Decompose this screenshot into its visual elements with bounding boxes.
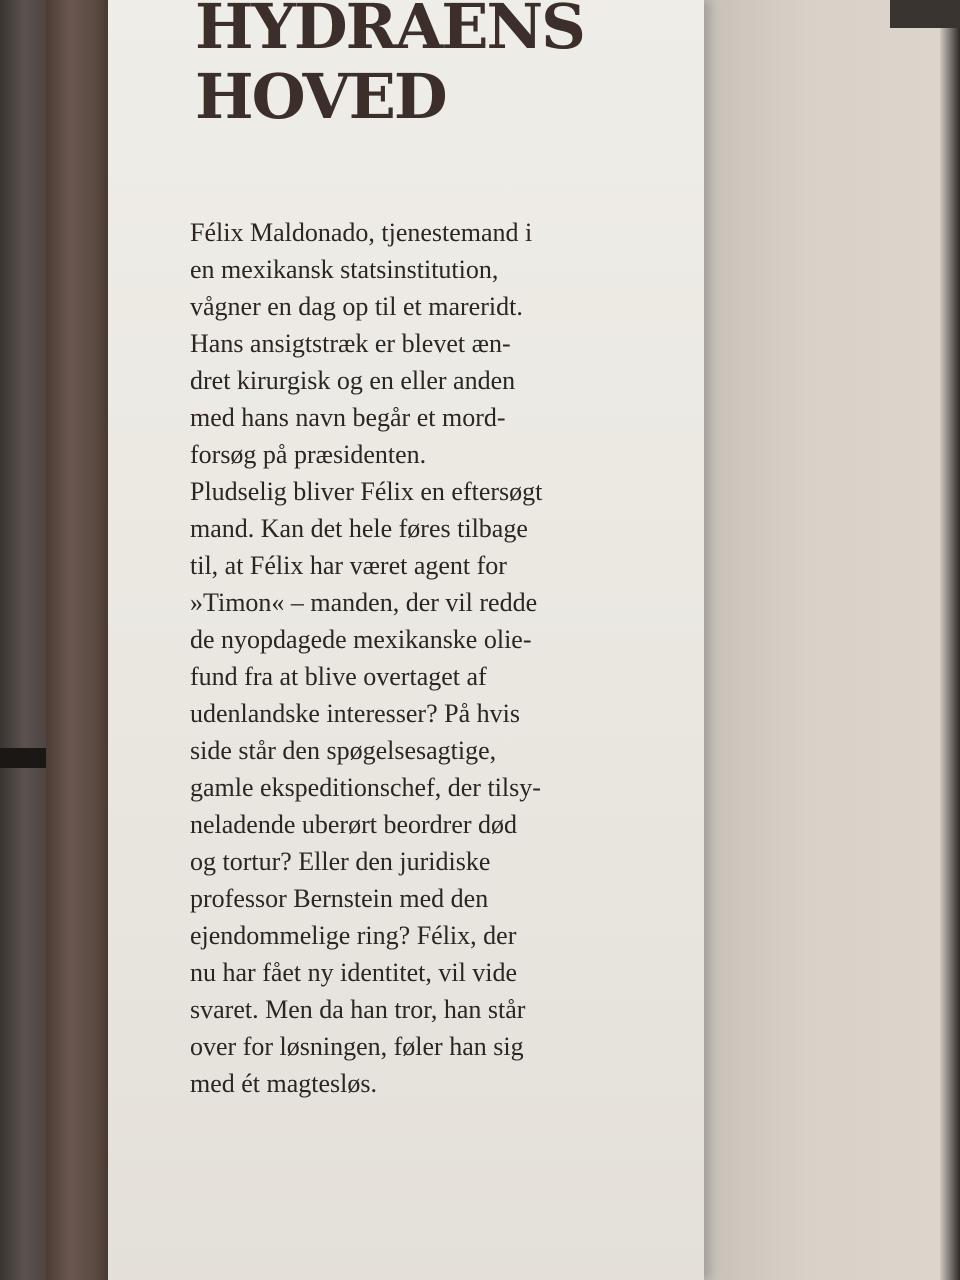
blurb-line: professor Bernstein med den [190, 884, 489, 913]
blurb-line: forsøg på præsidenten. [190, 440, 427, 469]
blurb-line: de nyopdagede mexikanske olie- [190, 625, 532, 654]
blurb-line: over for løsningen, føler han sig [190, 1032, 524, 1061]
blurb-line: Pludselig bliver Félix en eftersøgt [190, 477, 543, 506]
blurb-line: mand. Kan det hele føres tilbage [190, 514, 528, 543]
cover-shadow-edge [940, 28, 960, 1280]
blurb-line: og tortur? Eller den juridiske [190, 847, 491, 876]
blurb-line: nu har fået ny identitet, vil vide [190, 958, 518, 987]
blurb-line: neladende uberørt beordrer død [190, 810, 518, 839]
book-cover-edge [46, 0, 116, 1280]
blurb-line: gamle ekspeditionschef, der tilsy- [190, 773, 541, 802]
blurb-line: ejendommelige ring? Félix, der [190, 921, 517, 950]
blurb-line: Félix Maldonado, tjenestemand i [190, 218, 533, 247]
blurb-line: Hans ansigtstræk er blevet æn- [190, 329, 511, 358]
blurb-line: side står den spøgelsesagtige, [190, 736, 497, 765]
blurb-line: vågner en dag op til et mareridt. [190, 292, 523, 321]
book-cover-right [704, 0, 960, 1280]
blurb-line: en mexikansk statsinstitution, [190, 255, 499, 284]
blurb-line: med ét magtesløs. [190, 1069, 378, 1098]
blurb-line: fund fra at blive overtaget af [190, 662, 487, 691]
book-blurb [190, 214, 630, 1102]
book-title [195, 0, 584, 132]
blurb-line: dret kirurgisk og en eller anden [190, 366, 516, 395]
background-corner [890, 0, 960, 28]
blurb-line: »Timon« – manden, der vil redde [190, 588, 538, 617]
blurb-line: svaret. Men da han tror, han står [190, 995, 526, 1024]
blurb-line: udenlandske interesser? På hvis [190, 699, 520, 728]
shelf-edge [0, 748, 46, 768]
blurb-line: med hans navn begår et mord- [190, 403, 506, 432]
blurb-line: til, at Félix har været agent for [190, 551, 507, 580]
book-title-line: HOVED [195, 60, 446, 133]
book-title-line: HYDRAENS [195, 0, 584, 63]
